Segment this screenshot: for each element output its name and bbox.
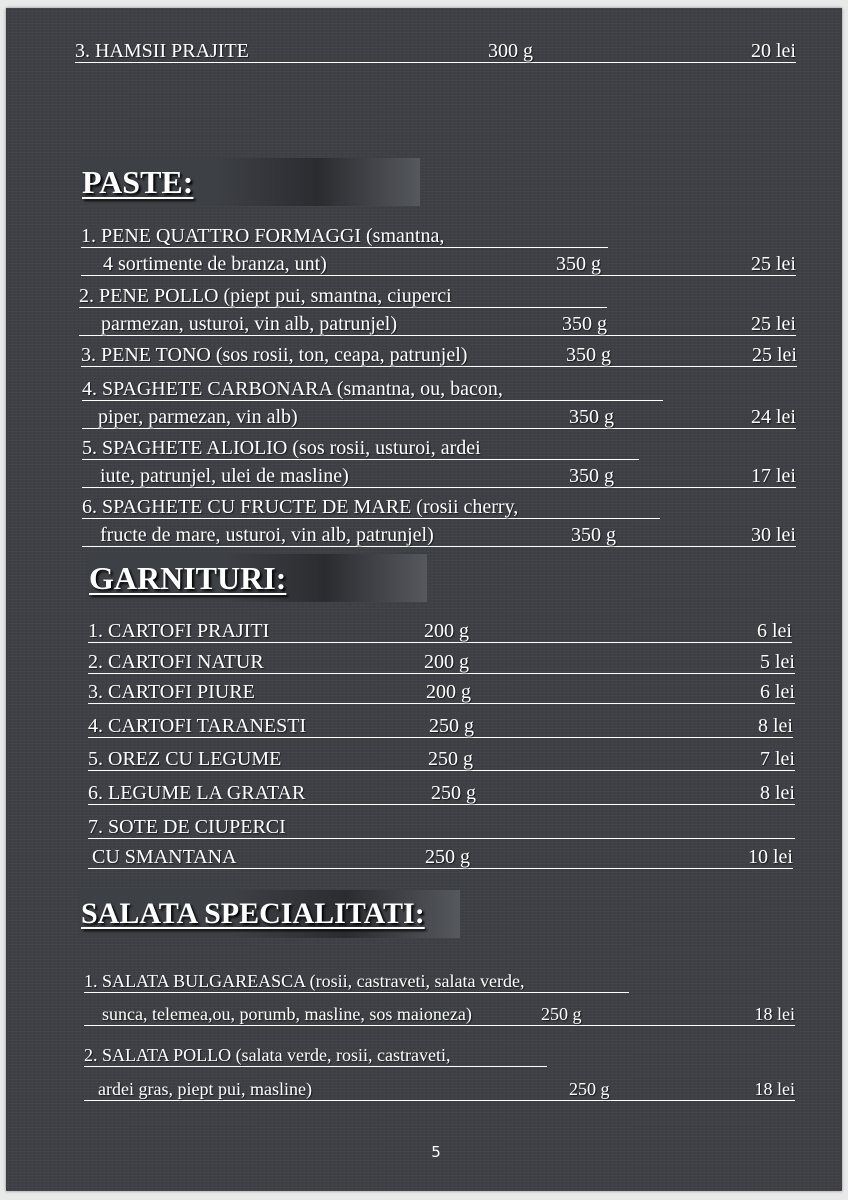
item-weight: 200 g bbox=[424, 651, 469, 673]
item-price: 10 lei bbox=[748, 846, 793, 868]
garnitura-item-1 bbox=[88, 618, 792, 643]
item-ingredients: 4 sortimente de branza, unt) bbox=[103, 253, 327, 275]
item-name: 3. CARTOFI PIURE bbox=[88, 681, 255, 703]
garnitura-item-3 bbox=[88, 679, 795, 704]
item-price: 5 lei bbox=[760, 651, 795, 673]
pasta-item-1-line1 bbox=[81, 223, 608, 248]
salata-item-2-line1 bbox=[84, 1042, 547, 1067]
item-weight: 300 g bbox=[488, 40, 533, 62]
item-price: 30 lei bbox=[751, 524, 796, 546]
item-weight: 200 g bbox=[424, 620, 469, 642]
item-price: 18 lei bbox=[754, 1004, 795, 1024]
item-name: 1. SALATA BULGAREASCA (rosii, castraveti, salata verde, bbox=[84, 971, 525, 991]
section-heading-paste bbox=[80, 158, 420, 206]
pasta-item-4-line2 bbox=[82, 404, 796, 429]
item-ingredients: sunca, telemea,ou, porumb, masline, sos maioneza) bbox=[102, 1004, 472, 1024]
section-title: SALATA SPECIALITATI: bbox=[81, 897, 425, 930]
item-weight: 200 g bbox=[426, 681, 471, 703]
item-weight: 350 g bbox=[566, 344, 611, 366]
section-heading-salata bbox=[79, 890, 460, 938]
item-price: 8 lei bbox=[760, 782, 795, 804]
item-name: 4. CARTOFI TARANESTI bbox=[88, 715, 307, 737]
item-price: 8 lei bbox=[758, 715, 793, 737]
item-name: 2. SALATA POLLO (salata verde, rosii, castraveti, bbox=[84, 1045, 451, 1065]
section-title: GARNITURI: bbox=[89, 560, 287, 596]
item-price: 6 lei bbox=[757, 620, 792, 642]
pasta-item-5-line2 bbox=[82, 463, 796, 488]
item-weight: 350 g bbox=[571, 524, 616, 546]
item-weight: 250 g bbox=[541, 1004, 582, 1024]
item-price: 20 lei bbox=[751, 40, 796, 62]
item-ingredients: piper, parmezan, vin alb) bbox=[98, 406, 298, 428]
item-ingredients: iute, patrunjel, ulei de masline) bbox=[100, 465, 349, 487]
pasta-item-6-line2 bbox=[82, 522, 796, 547]
item-price: 6 lei bbox=[760, 681, 795, 703]
item-name: 5. SPAGHETE ALIOLIO (sos rosii, usturoi, ardei bbox=[82, 437, 481, 459]
pasta-item-6-line1 bbox=[82, 494, 660, 519]
item-name: 5. OREZ CU LEGUME bbox=[88, 748, 282, 770]
item-name: 6. LEGUME LA GRATAR bbox=[88, 782, 306, 804]
item-name: 7. SOTE DE CIUPERCI bbox=[88, 816, 286, 838]
item-weight: 250 g bbox=[569, 1079, 610, 1099]
salata-item-1-line2 bbox=[84, 1001, 795, 1026]
item-price: 25 lei bbox=[751, 313, 796, 335]
section-title: PASTE: bbox=[82, 164, 194, 200]
pasta-item-3 bbox=[81, 342, 797, 367]
item-weight: 350 g bbox=[562, 313, 607, 335]
item-price: 7 lei bbox=[760, 748, 795, 770]
item-name-cont: CU SMANTANA bbox=[92, 846, 237, 868]
item-ingredients: parmezan, usturoi, vin alb, patrunjel) bbox=[101, 313, 398, 335]
salata-item-1-line1 bbox=[84, 968, 629, 993]
item-name: 4. SPAGHETE CARBONARA (smantna, ou, bacon, bbox=[82, 378, 503, 400]
item-ingredients: ardei gras, piept pui, masline) bbox=[98, 1079, 312, 1099]
garnitura-item-7-line1 bbox=[88, 814, 795, 839]
garnitura-item-6 bbox=[88, 780, 795, 805]
item-ingredients: fructe de mare, usturoi, vin alb, patrunjel) bbox=[100, 524, 434, 546]
item-name: 6. SPAGHETE CU FRUCTE DE MARE (rosii cherry, bbox=[82, 496, 519, 518]
item-name: 2. CARTOFI NATUR bbox=[88, 651, 264, 673]
pasta-item-2-line1 bbox=[79, 283, 607, 308]
garnitura-item-4 bbox=[88, 713, 793, 738]
item-price: 24 lei bbox=[751, 406, 796, 428]
item-weight: 350 g bbox=[569, 465, 614, 487]
salata-item-2-line2 bbox=[84, 1076, 795, 1101]
pasta-item-4-line1 bbox=[82, 376, 663, 401]
page-number: 5 bbox=[431, 1143, 441, 1161]
item-name: 3. HAMSII PRAJITE bbox=[75, 40, 249, 62]
item-price: 18 lei bbox=[754, 1079, 795, 1099]
item-price: 17 lei bbox=[751, 465, 796, 487]
item-weight: 350 g bbox=[569, 406, 614, 428]
garnitura-item-2 bbox=[88, 649, 795, 674]
item-price: 25 lei bbox=[752, 344, 797, 366]
pasta-item-5-line1 bbox=[82, 435, 639, 460]
item-name: 2. PENE POLLO (piept pui, smantna, ciuperci bbox=[79, 285, 452, 307]
garnitura-item-7-line2 bbox=[88, 844, 793, 869]
item-price: 25 lei bbox=[751, 253, 796, 275]
item-weight: 250 g bbox=[428, 748, 473, 770]
item-weight: 250 g bbox=[431, 782, 476, 804]
menu-page bbox=[6, 8, 842, 1191]
item-name: 3. PENE TONO (sos rosii, ton, ceapa, patrunjel) bbox=[81, 344, 468, 366]
section-heading-garnituri bbox=[87, 554, 427, 602]
item-name: 1. PENE QUATTRO FORMAGGI (smantna, bbox=[81, 225, 445, 247]
item-weight: 350 g bbox=[556, 253, 601, 275]
item-name: 1. CARTOFI PRAJITI bbox=[88, 620, 270, 642]
pasta-item-1-line2 bbox=[81, 251, 796, 276]
item-weight: 250 g bbox=[429, 715, 474, 737]
menu-item-hamsii bbox=[75, 38, 796, 63]
pasta-item-2-line2 bbox=[79, 311, 796, 336]
item-weight: 250 g bbox=[425, 846, 470, 868]
garnitura-item-5 bbox=[88, 746, 795, 771]
